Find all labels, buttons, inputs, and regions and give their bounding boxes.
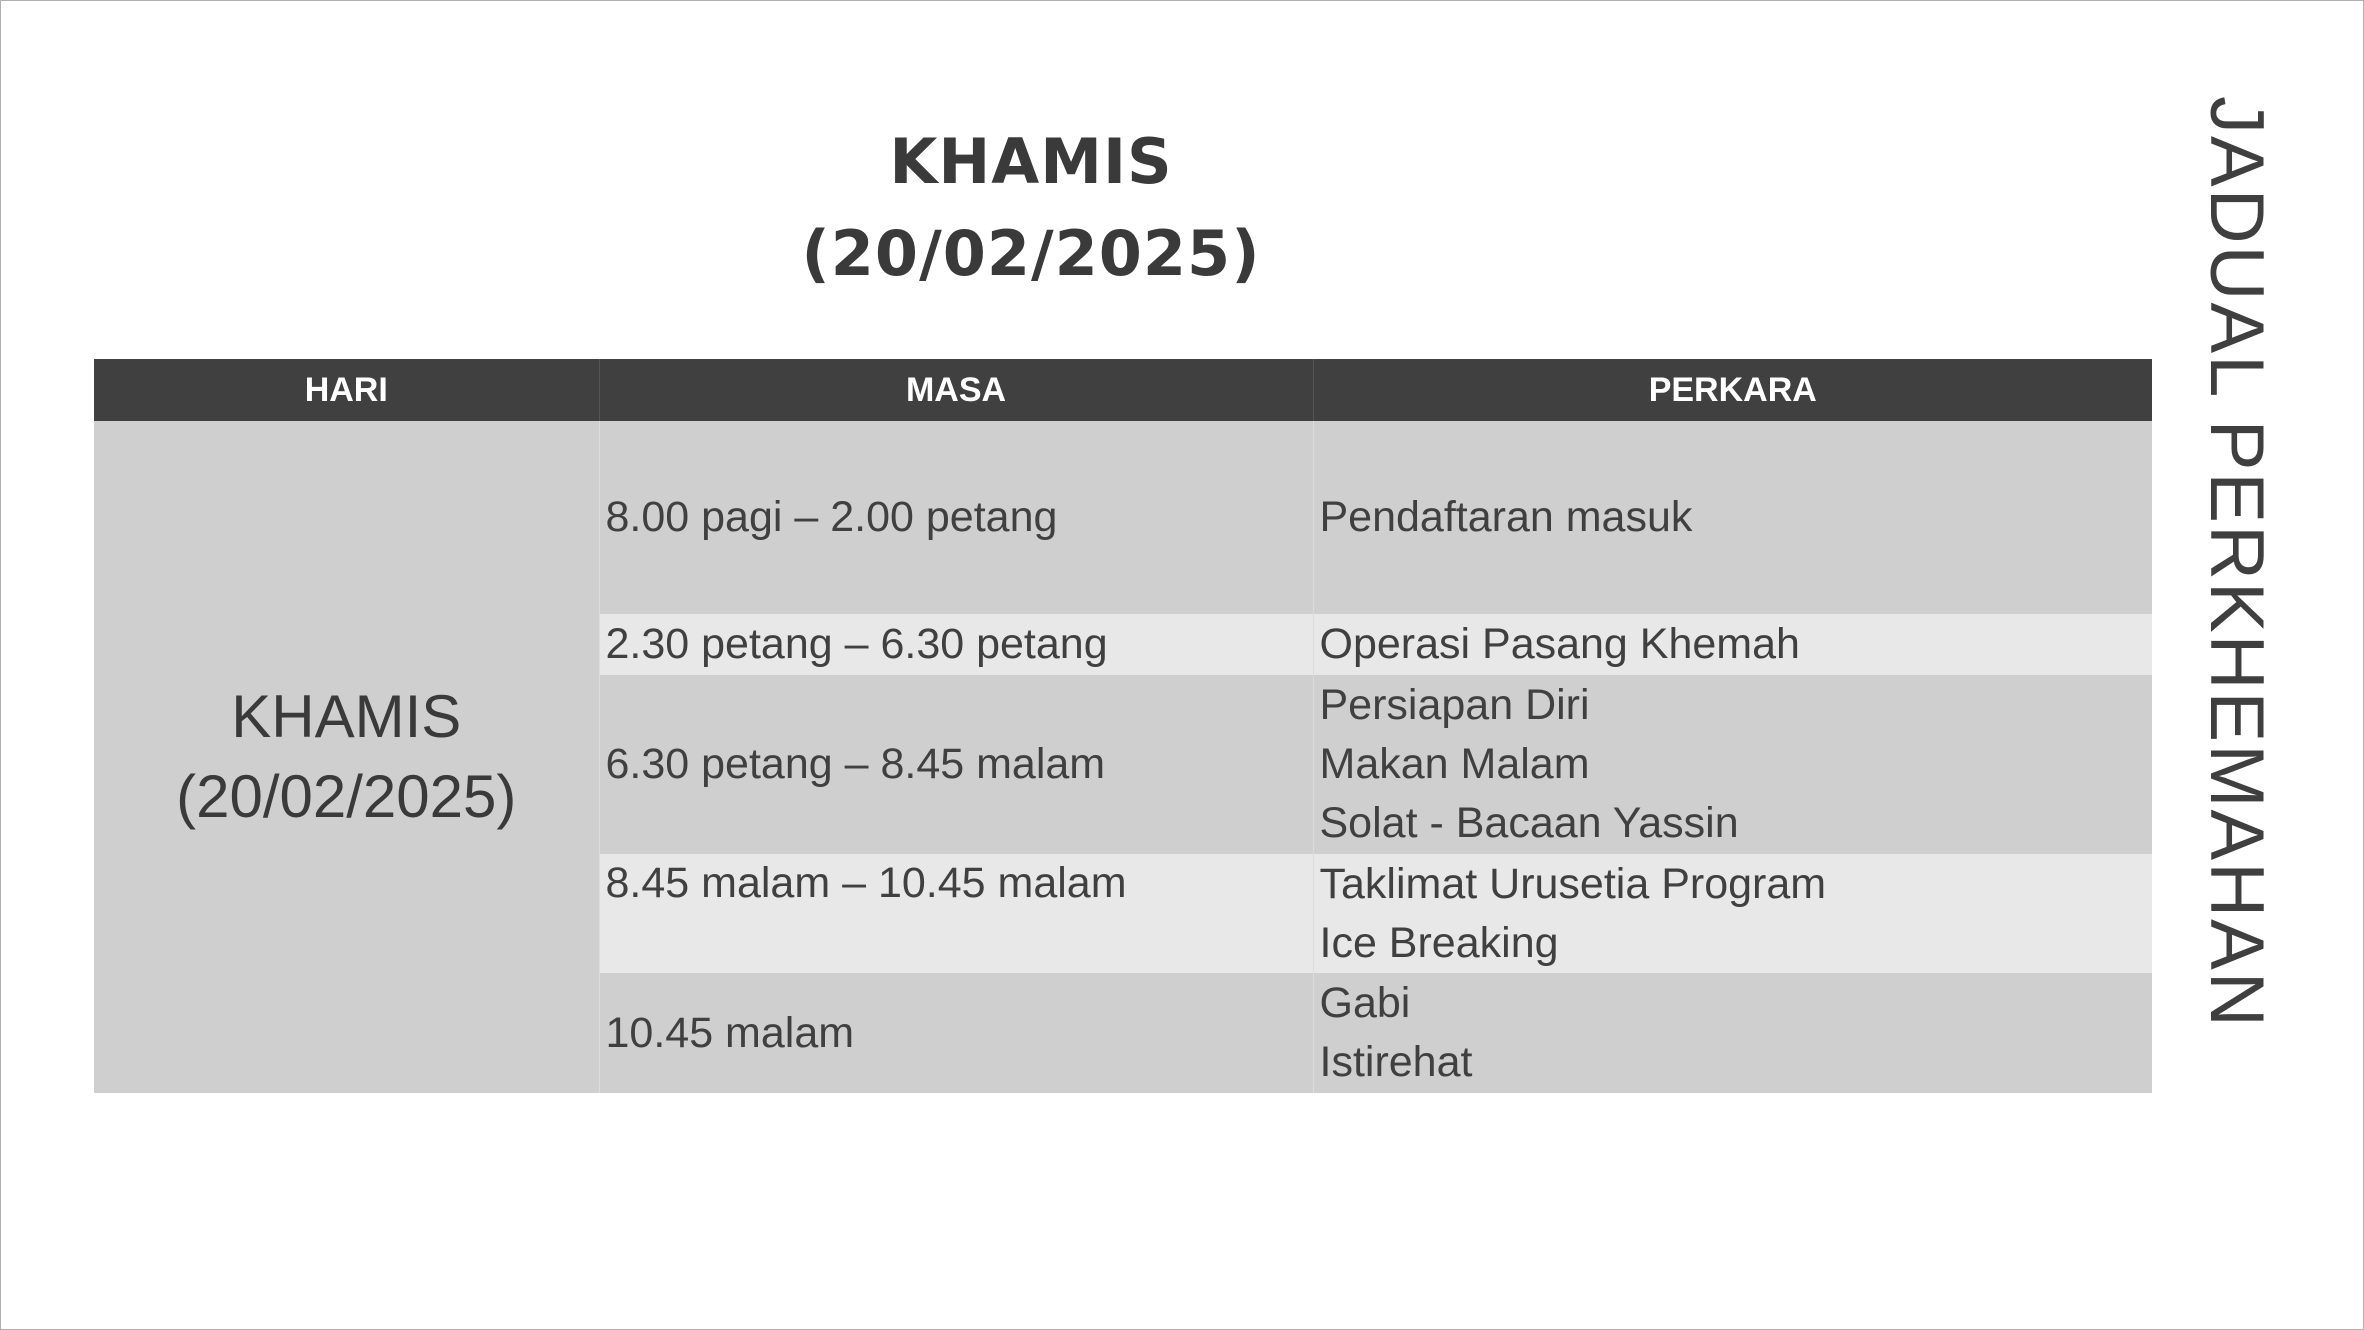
masa-cell: 8.45 malam – 10.45 malam — [599, 854, 1313, 973]
perkara-item: Ice Breaking — [1319, 918, 1559, 967]
day-date: (20/02/2025) — [176, 763, 517, 830]
perkara-item: Taklimat Urusetia Program — [1319, 859, 1827, 908]
perkara-item: Operasi Pasang Khemah — [1319, 620, 1800, 668]
day-cell — [94, 421, 599, 1093]
page-title — [631, 116, 1431, 300]
masa-cell: 6.30 petang – 8.45 malam — [599, 675, 1313, 854]
perkara-cell — [1313, 973, 2152, 1093]
side-title: JADUAL PERKHEMAHAN — [2194, 96, 2279, 1029]
header-hari: HARI — [94, 359, 599, 421]
perkara-cell — [1313, 421, 2152, 614]
perkara-item: Gabi — [1319, 979, 1411, 1027]
masa-cell: 8.00 pagi – 2.00 petang — [599, 421, 1313, 614]
header-masa: MASA — [599, 359, 1313, 421]
perkara-item: Persiapan Diri — [1319, 681, 1590, 729]
perkara-item: Pendaftaran masuk — [1319, 493, 1693, 541]
header-perkara: PERKARA — [1313, 359, 2152, 421]
table-row — [94, 421, 2152, 614]
perkara-item: Solat - Bacaan Yassin — [1319, 799, 1739, 847]
perkara-item: Istirehat — [1319, 1038, 1473, 1086]
masa-cell: 10.45 malam — [599, 973, 1313, 1093]
title-date: (20/02/2025) — [801, 217, 1261, 290]
masa-cell: 2.30 petang – 6.30 petang — [599, 614, 1313, 675]
perkara-item: Makan Malam — [1319, 740, 1590, 788]
perkara-cell — [1313, 614, 2152, 675]
schedule-table — [94, 359, 2152, 1093]
table-header-row — [94, 359, 2152, 421]
perkara-cell — [1313, 675, 2152, 854]
title-day: KHAMIS — [889, 125, 1173, 198]
perkara-cell — [1313, 854, 2152, 973]
day-name: KHAMIS — [231, 683, 462, 750]
